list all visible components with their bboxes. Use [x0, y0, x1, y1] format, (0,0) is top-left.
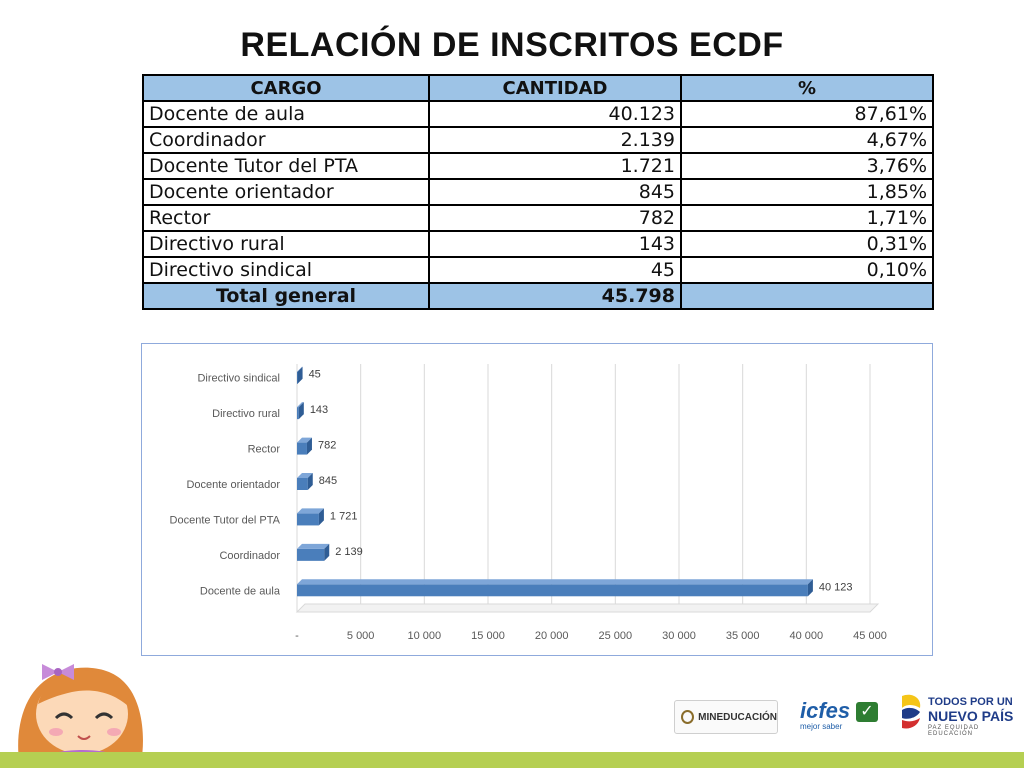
data-label: 845: [318, 475, 338, 487]
cell-percent: 0,31%: [681, 231, 933, 257]
x-tick-label: 10 000: [407, 630, 442, 642]
cell-cargo: Docente orientador: [143, 179, 429, 205]
category-label: Directivo rural: [212, 408, 280, 421]
cell-cargo: Docente de aula: [143, 101, 429, 127]
inscritos-table: [142, 74, 934, 310]
bar: [297, 407, 299, 419]
x-tick-label: 20 000: [534, 630, 569, 642]
x-tick-label: 35 000: [725, 630, 760, 642]
table-row: [143, 231, 933, 257]
x-tick-label: -: [295, 630, 299, 642]
data-label: 40 123: [818, 581, 853, 594]
cell-cantidad: 2.139: [429, 127, 681, 153]
icfes-logo: [800, 700, 884, 734]
cell-percent: 3,76%: [681, 153, 933, 179]
bar-top: [297, 544, 329, 549]
todos-line3: PAZ EQUIDAD EDUCACIÓN: [928, 725, 980, 737]
todos-por-un-nuevo-pais-logo: [898, 690, 1018, 736]
data-label: 2 139: [335, 545, 363, 558]
table-row: [143, 205, 933, 231]
bar-chart-svg: [142, 344, 932, 655]
bar-side: [298, 367, 303, 384]
cell-cantidad: 45: [429, 257, 681, 283]
x-tick-label: 15 000: [471, 630, 505, 642]
cell-cargo: Directivo sindical: [143, 257, 429, 283]
cell-cantidad: 845: [429, 179, 681, 205]
header-cargo: CARGO: [143, 75, 429, 101]
mineducacion-logo: [674, 700, 778, 734]
category-label: Rector: [247, 443, 280, 456]
colombia-seal-icon: [681, 710, 694, 724]
category-label: Docente de aula: [199, 585, 280, 598]
bar: [297, 549, 324, 561]
footer-green-bar: [0, 752, 1024, 768]
category-label: Docente orientador: [186, 479, 280, 491]
cell-total-percent: [681, 283, 933, 309]
cell-total-label: Total general: [143, 283, 429, 309]
colombia-flag-icon: [898, 692, 924, 732]
icfes-text: icfes: [800, 698, 851, 723]
category-label: Coordinador: [219, 549, 280, 562]
cell-percent: 1,71%: [681, 205, 933, 231]
table-row: [143, 257, 933, 283]
data-label: 1 721: [329, 510, 358, 523]
check-icon: ✓: [856, 702, 878, 722]
chart-floor: [297, 604, 878, 612]
data-label: 143: [309, 404, 329, 417]
table-row: [143, 179, 933, 205]
bar: [297, 478, 308, 490]
todos-line1: TODOS POR UN: [928, 696, 1013, 708]
cell-cargo: Docente Tutor del PTA: [143, 153, 429, 179]
cell-percent: 0,10%: [681, 257, 933, 283]
cell-total-cantidad: 45.798: [429, 283, 681, 309]
x-tick-label: 25 000: [598, 630, 633, 642]
cell-cargo: Directivo rural: [143, 231, 429, 257]
header-cantidad: CANTIDAD: [429, 75, 681, 101]
table-row: [143, 153, 933, 179]
x-tick-label: 30 000: [662, 630, 696, 642]
x-tick-label: 45 000: [853, 630, 887, 642]
cell-percent: 1,85%: [681, 179, 933, 205]
slide-title: RELACIÓN DE INSCRITOS ECDF: [240, 26, 784, 64]
cell-cantidad: 143: [429, 231, 681, 257]
table-row: [143, 127, 933, 153]
x-tick-label: 40 000: [789, 630, 824, 642]
category-label: Docente Tutor del PTA: [169, 514, 280, 527]
bar: [297, 584, 808, 596]
header-percent: %: [681, 75, 933, 101]
mineducacion-text: MINEDUCACIÓN: [698, 711, 777, 723]
todos-line2: NUEVO PAÍS: [928, 708, 1014, 724]
table-row: [143, 101, 933, 127]
x-tick-label: 5 000: [346, 630, 375, 642]
cell-percent: 87,61%: [681, 101, 933, 127]
data-label: 782: [317, 439, 337, 452]
bar-top: [297, 579, 813, 584]
cell-cantidad: 40.123: [429, 101, 681, 127]
cell-percent: 4,67%: [681, 127, 933, 153]
bar: [297, 443, 307, 455]
cell-cargo: Rector: [143, 205, 429, 231]
bar-chart: [141, 343, 933, 656]
category-label: Directivo sindical: [197, 372, 280, 385]
icfes-subtext: mejor saber: [800, 722, 843, 731]
cell-cantidad: 1.721: [429, 153, 681, 179]
cell-cantidad: 782: [429, 205, 681, 231]
bar: [297, 513, 319, 525]
table-header-row: [143, 75, 933, 101]
table-total-row: [143, 283, 933, 309]
data-label: 45: [308, 368, 321, 381]
cell-cargo: Coordinador: [143, 127, 429, 153]
girl-mascot-icon: [12, 652, 152, 768]
